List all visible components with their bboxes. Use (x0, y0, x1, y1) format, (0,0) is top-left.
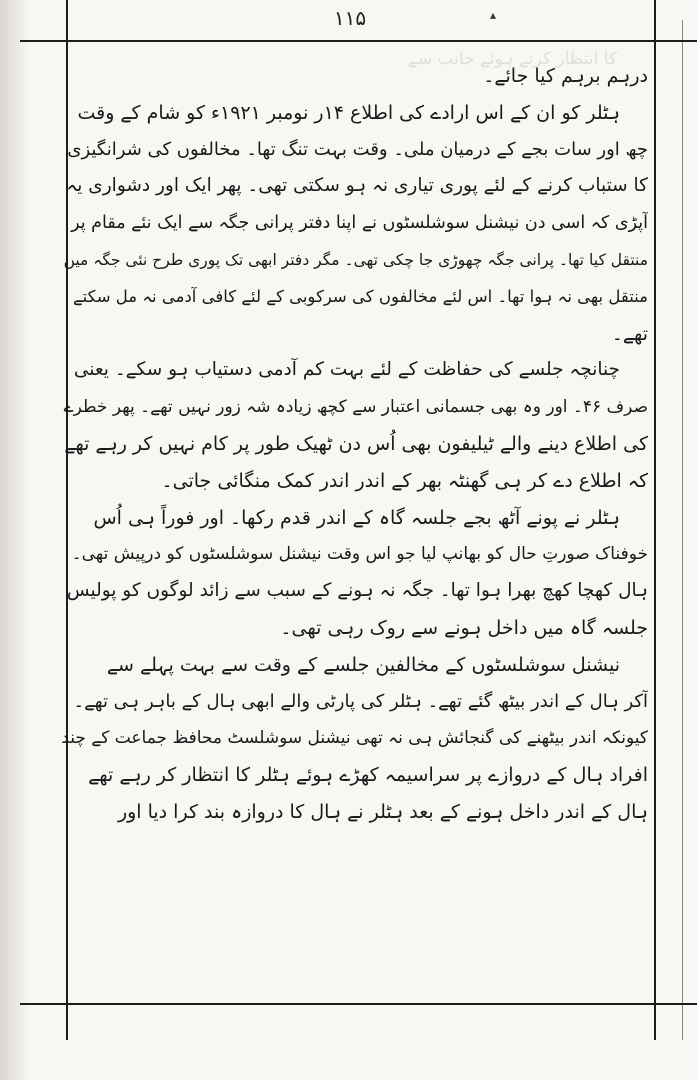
text-line: منتقل کیا تھا۔ پرانی جگہ چھوڑی جا چکی تھی۔ مگر دفتر ابھی تک پوری طرح نئی جگہ میں (63, 250, 648, 269)
page-number: ۱۱۵ (333, 6, 367, 30)
page-gutter-shadow (0, 0, 30, 1080)
outer-right-rule (682, 20, 683, 1040)
text-line: چنانچہ جلسے کی حفاظت کے لئے بہت کم آدمی دستیاب ہو سکے۔ یعنی (73, 359, 620, 381)
show-through-text: کا انتظار کرتے ہوئے جانب سے (407, 49, 617, 69)
text-line: کا ستباب کرنے کے لئے پوری تیاری نہ ہو سکتی تھی۔ پھر ایک اور دشواری یہ (66, 175, 648, 197)
text-line: تھے۔ (611, 322, 648, 345)
text-line: کی اطلاع دینے والے ٹیلیفون بھی اُس دن ٹھیک طور پر کام نہیں کر رہے تھے (64, 432, 648, 455)
text-line: ہال کے اندر داخل ہونے کے بعد ہٹلر نے ہال کا دروازہ بند کرا دیا اور (117, 800, 648, 823)
text-line: ہال کھچا کھچ بھرا ہوا تھا۔ جگہ نہ ہونے کے سبب سے زائد لوگوں کو پولیس (66, 580, 648, 602)
top-rule (20, 40, 697, 42)
text-line: ہٹلر نے پونے آٹھ بجے جلسہ گاہ کے اندر قدم رکھا۔ اور فوراً ہی اُس (93, 506, 620, 529)
corner-mark: ▴ (490, 8, 497, 22)
bottom-rule (20, 1003, 697, 1005)
right-rule (654, 0, 656, 1040)
body-text (60, 58, 648, 831)
text-line: صرف ۴۶۔ اور وہ بھی جسمانی اعتبار سے کچھ زیادہ شہ زور نہیں تھے۔ پھر خطرے (63, 397, 648, 418)
text-line: درہم برہم کیا جائے۔ (483, 65, 648, 87)
text-line: کیونکہ اندر بیٹھنے کی گنجائش ہی نہ تھی نیشنل سوشلسٹ محافظ جماعت کے چند (61, 728, 648, 749)
text-line: نیشنل سوشلسٹوں کے مخالفین جلسے کے وقت سے بہت پہلے سے (106, 653, 620, 676)
text-line: جلسہ گاہ میں داخل ہونے سے روک رہی تھی۔ (280, 616, 648, 639)
text-line: چھ اور سات بجے کے درمیان ملی۔ وقت بہت تنگ تھا۔ مخالفوں کی شرانگیزی (67, 138, 648, 160)
text-line: کہ اطلاع دے کر ہی گھنٹہ بھر کے اندر اندر کمک منگائی جاتی۔ (161, 469, 648, 492)
text-line: منتقل بھی نہ ہوا تھا۔ اس لئے مخالفوں کی سرکوبی کے لئے کافی آدمی نہ مل سکتے (72, 286, 648, 306)
text-line: افراد ہال کے دروازے پر سراسیمہ کھڑے ہوئے ہٹلر کا انتظار کر رہے تھے (88, 764, 648, 787)
text-line: آپڑی کہ اسی دن نیشنل سوشلسٹوں نے اپنا دفتر پرانی جگہ سے ایک نئے مقام پر (71, 213, 648, 234)
text-line: خوفناک صورتِ حال کو بھانپ لیا جو اس وقت نیشنل سوشلسٹوں کو درپیش تھی۔ (71, 544, 648, 565)
text-line: ہٹلر کو ان کے اس ارادے کی اطلاع ۱۴ر نومبر ۱۹۲۱ء کو شام کے وقت (77, 101, 620, 124)
text-line: آکر ہال کے اندر بیٹھ گئے تھے۔ ہٹلر کی پارٹی والے ابھی ہال کے باہر ہی تھے۔ (73, 690, 648, 712)
